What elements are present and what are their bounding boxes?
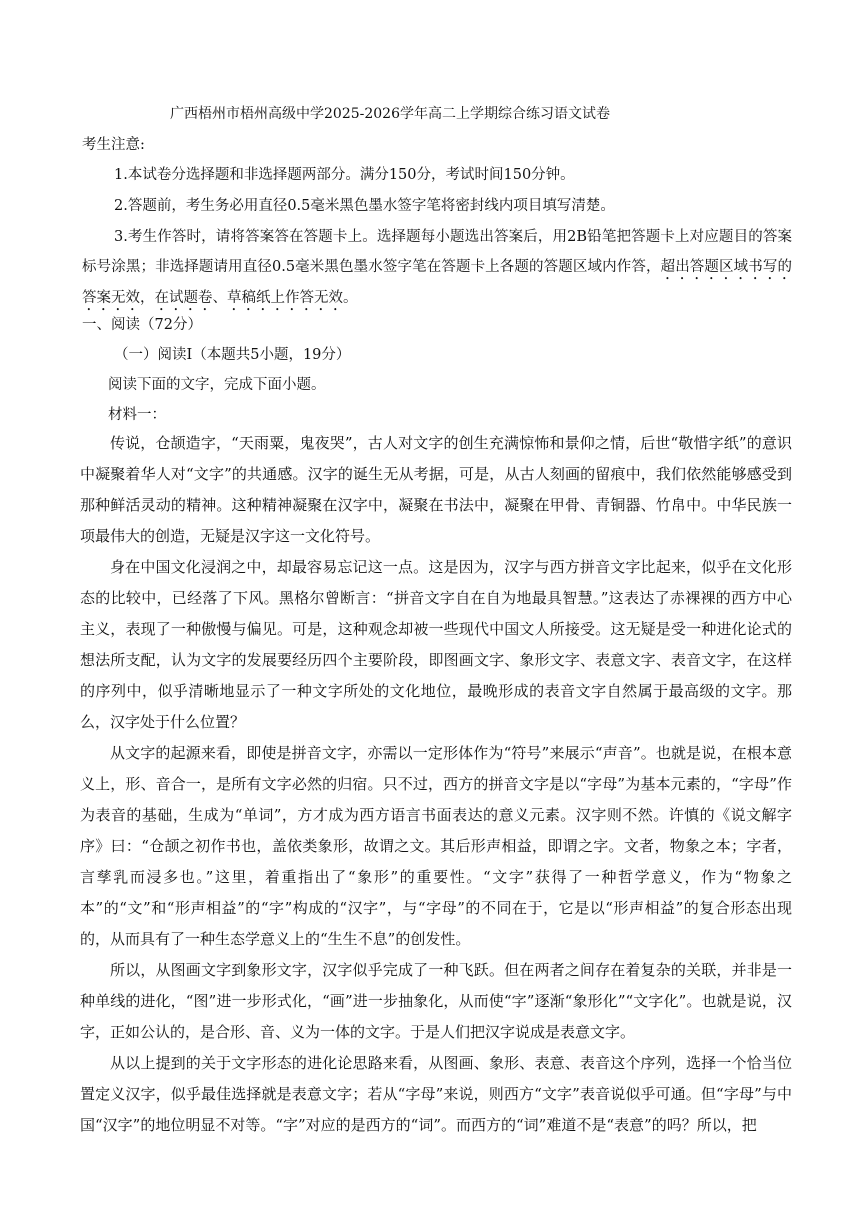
section-heading: 一、阅读（72分）: [82, 317, 202, 333]
subsection-heading: （一）阅读I（本题共5小题，19分）: [114, 347, 351, 363]
material-label: 材料一：: [108, 407, 166, 423]
passage-paragraph: 从文字的起源来看，即使是拼音文字，亦需以一定形体作为“符号”来展示“声音”。也就是说，在根本意义上，形、音合一，是所有文字必然的归宿。只不过，西方的拼音文字是以“字母”为基本元素的，“字母”作为表音的基础，生成为“单词”，方才成为西方语言书面表达的意义元素。汉字则不然。许慎的《说文解字序》曰：“仓颉之初作书也，盖依类象形，故谓之文。其后形声相益，即谓之字。文者，物象之本；字者，言孳乳而浸多也。”这里，着重指出了“象形”的重要性。“文字”获得了一种哲学意义，作为“物象之本”的“文”和“形声相益”的“字”构成的“汉字”，与“字母”的不同在于，它是以“形声相益”的复合形态出现的，从而具有了一种生态学意义上的“生生不息”的创发性。: [80, 744, 792, 948]
page-title: 广西梧州市梧州高级中学2025-2026学年高二上学期综合练习语文试卷: [170, 106, 610, 122]
passage-paragraph: 从以上提到的关于文字形态的进化论思路来看，从图画、象形、表意、表音这个序列，选择一个恰当位置定义汉字，似乎最佳选择就是表意文字；若从“字母”来说，则西方“文字”表音说似乎可通。但“字母”与中国“汉字”的地位明显不对等。“字”对应的是西方的“词”。而西方的“词”难道不是“表意”的吗？所以，把: [80, 1054, 792, 1134]
notice-item-1: 1.本试卷分选择题和非选择题两部分。满分150分，考试时间150分钟。: [114, 167, 575, 183]
notice-item-2: 2.答题前，考生务必用直径0.5毫米黑色墨水签字笔将密封线内项目填写清楚。: [114, 198, 615, 214]
passage-paragraph: 身在中国文化浸润之中，却最容易忘记这一点。这是因为，汉字与西方拼音文字比起来，似乎在文化形态的比较中，已经落了下风。黑格尔曾断言：“拼音文字自在自为地最具智慧。”这表达了赤裸裸的西方中心主义，表现了一种傲慢与偏见。可是，这种观念却被一些现代中国文人所接受。这无疑是受一种进化论式的想法所支配，认为文字的发展要经历四个主要阶段，即图画文字、象形文字、表意文字、表音文字，在这样的序列中，似乎清晰地显示了一种文字所处的文化地位，最晚形成的表音文字自然属于最高级的文字。那么，汉字处于什么位置？: [80, 558, 792, 731]
reading-passage: [80, 428, 792, 1141]
notice-heading: 考生注意:: [82, 137, 145, 153]
notice-item-3-emphasis: 超出答题区域书写的答案无效，在试题卷、草稿纸上作答无效。: [82, 259, 793, 306]
notice-item-3-text: 3.考生作答时，请将答案答在答题卡上。选择题每小题选出答案后，用2B铅笔把答题卡上对应题目的答案标号涂黑；非选择题请用直径0.5毫米黑色墨水签字笔在答题卡上各题的答题区域内作答，: [82, 229, 792, 275]
reading-instruction: 阅读下面的文字，完成下面小题。: [108, 377, 326, 393]
passage-paragraph: 传说，仓颉造字，“天雨粟，鬼夜哭”，古人对文字的创生充满惊怖和景仰之情，后世“敬惜字纸”的意识中凝聚着华人对“文字”的共通感。汉字的诞生无从考据，可是，从古人刻画的留痕中，我们依然能够感受到那种鲜活灵动的精神。这种精神凝聚在汉字中，凝聚在书法中，凝聚在甲骨、青铜器、竹帛中。中华民族一项最伟大的创造，无疑是汉字这一文化符号。: [80, 434, 792, 545]
passage-paragraph: 所以，从图画文字到象形文字，汉字似乎完成了一种飞跃。但在两者之间存在着复杂的关联，并非是一种单线的进化，“图”进一步形式化，“画”进一步抽象化，从而使“字”逐渐“象形化”“文字化”。也就是说，汉字，正如公认的，是合形、音、义为一体的文字。于是人们把汉字说成是表意文字。: [80, 961, 792, 1041]
notice-item-3: [82, 222, 792, 314]
